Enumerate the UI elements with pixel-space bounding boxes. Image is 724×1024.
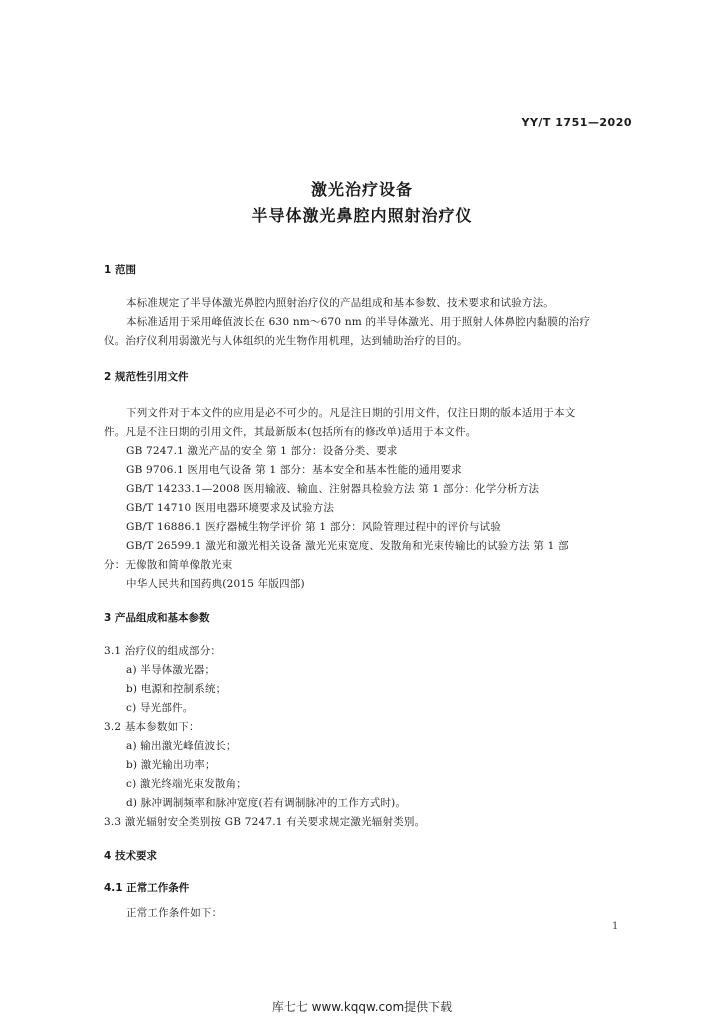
reference-item: GB 9706.1 医用电气设备 第 1 部分：基本安全和基本性能的通用要求 bbox=[126, 464, 462, 476]
download-footer: 库七七 www.kqqw.com提供下载 bbox=[271, 1000, 453, 1014]
list-item: a) 输出激光峰值波长； bbox=[126, 740, 237, 752]
subsection-4-1-heading: 4.1 正常工作条件 bbox=[104, 882, 190, 894]
section-4-paragraph-1: 正常工作条件如下： bbox=[126, 907, 223, 919]
reference-item: GB 7247.1 激光产品的安全 第 1 部分：设备分类、要求 bbox=[126, 445, 398, 457]
reference-item: GB/T 14710 医用电器环境要求及试验方法 bbox=[126, 502, 335, 514]
reference-item: GB/T 16886.1 医疗器械生物学评价 第 1 部分：风险管理过程中的评价与试验 bbox=[126, 521, 502, 533]
section-3-heading: 3 产品组成和基本参数 bbox=[104, 612, 210, 624]
section-2-paragraph-1: 下列文件对于本文件的应用是必不可少的。凡是注日期的引用文件，仅注日期的版本适用于本文 bbox=[126, 407, 576, 419]
page-number: 1 bbox=[612, 921, 619, 932]
section-1-paragraph-1: 本标准规定了半导体激光鼻腔内照射治疗仪的产品组成和基本参数、技术要求和试验方法。 bbox=[126, 297, 554, 309]
list-item: d) 脉冲调制频率和脉冲宽度(若有调制脉冲的工作方式时)。 bbox=[126, 797, 407, 809]
list-item: b) 激光输出功率； bbox=[126, 759, 216, 771]
list-item: b) 电源和控制系统； bbox=[126, 683, 227, 695]
subsection-3-2: 3.2 基本参数如下： bbox=[104, 721, 200, 733]
list-item: c) 激光终端光束发散角； bbox=[126, 778, 247, 790]
list-item: a) 半导体激光器； bbox=[126, 664, 216, 676]
document-title-line2: 半导体激光鼻腔内照射治疗仪 bbox=[251, 206, 473, 225]
section-1-heading: 1 范围 bbox=[104, 264, 136, 276]
reference-item: GB/T 14233.1—2008 医用输液、输血、注射器具检验方法 第 1 部分：化学分析方法 bbox=[126, 483, 540, 495]
standard-number: YY/T 1751—2020 bbox=[521, 116, 632, 129]
list-item: c) 导光部件。 bbox=[126, 702, 194, 714]
section-2-heading: 2 规范性引用文件 bbox=[104, 371, 189, 383]
subsection-3-1: 3.1 治疗仪的组成部分： bbox=[104, 645, 222, 657]
subsection-3-3: 3.3 激光辐射安全类别按 GB 7247.1 有关要求规定激光辐射类别。 bbox=[104, 816, 426, 828]
section-4-heading: 4 技术要求 bbox=[104, 850, 157, 862]
section-1-paragraph-2: 本标准适用于采用峰值波长在 630 nm～670 nm 的半导体激光、用于照射人体鼻腔内黏膜的治疗 bbox=[126, 316, 591, 328]
reference-item: GB/T 26599.1 激光和激光相关设备 激光光束宽度、发散角和光束传输比的试验方法 第 1 部 bbox=[126, 540, 569, 552]
document-title-line1: 激光治疗设备 bbox=[310, 180, 413, 199]
section-1-paragraph-2-cont: 仪。治疗仪利用弱激光与人体组织的光生物作用机理，达到辅助治疗的目的。 bbox=[104, 335, 468, 347]
reference-item-cont: 分：无像散和简单像散光束 bbox=[104, 559, 233, 571]
section-2-paragraph-1-cont: 件。凡是不注日期的引用文件，其最新版本(包括所有的修改单)适用于本文件。 bbox=[104, 426, 477, 438]
reference-item: 中华人民共和国药典(2015 年版四部) bbox=[126, 578, 305, 590]
